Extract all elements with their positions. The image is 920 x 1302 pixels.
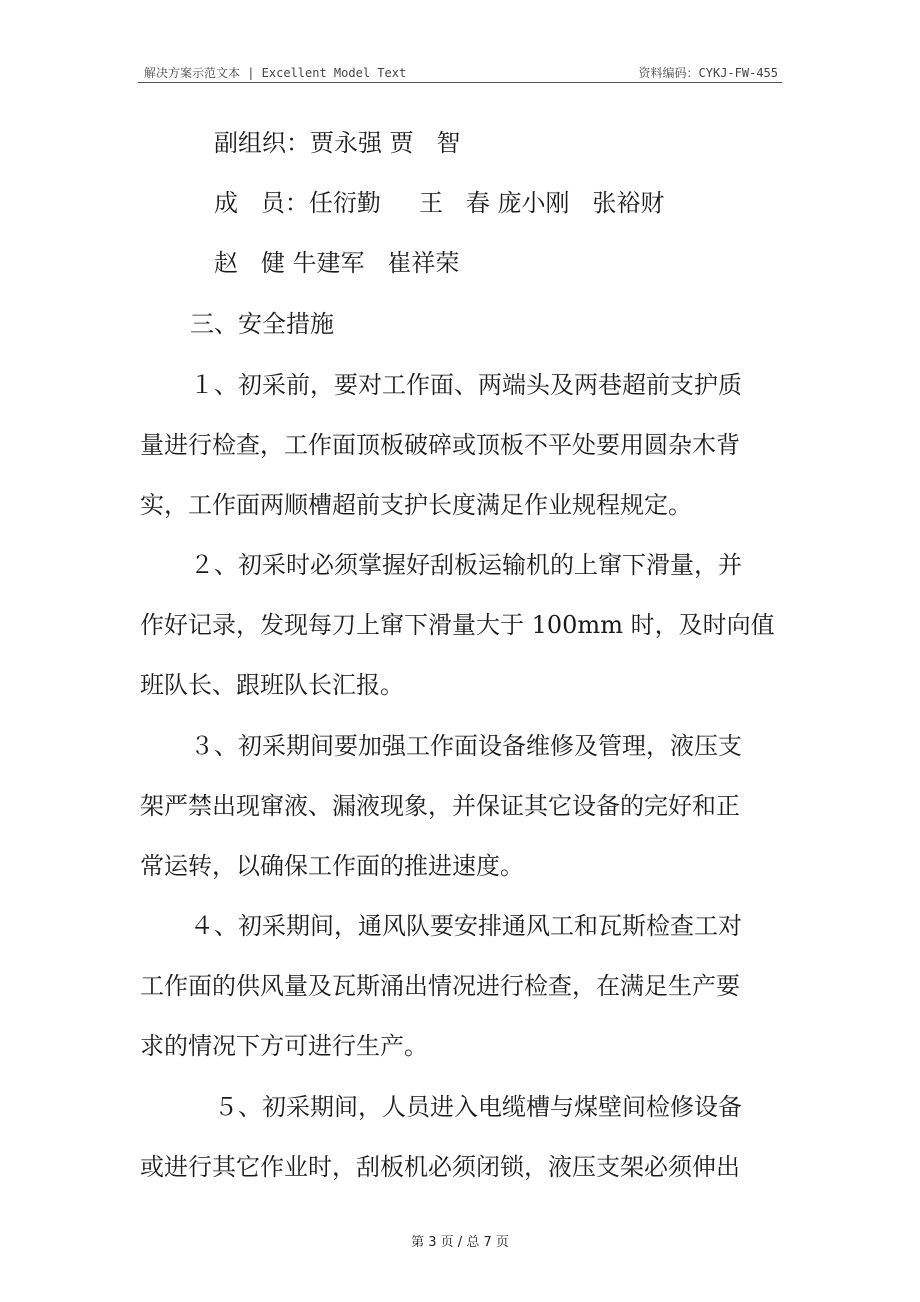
body-line: 工作面的供风量及瓦斯涌出情况进行检查，在满足生产要 [140,972,740,1000]
body-line: 或进行其它作业时，刮板机必须闭锁，液压支架必须伸出 [140,1153,740,1181]
body-line-members-cont: 赵 健 牛建军 崔祥荣 [214,249,460,277]
body-line: 实，工作面两顺槽超前支护长度满足作业规程规定。 [140,491,692,519]
body-line: 架严禁出现窜液、漏液现象，并保证其它设备的完好和正 [140,792,740,820]
header-doc-code: 资料编码：CYKJ-FW-455 [638,66,778,80]
section-heading: 三、安全措施 [190,310,334,338]
page-header [138,62,782,82]
body-line: ４、初采期间，通风队要安排通风工和瓦斯检查工对 [190,912,742,940]
body-line-members: 成 员：任衍勤 王 春 庞小刚 张裕财 [214,189,665,217]
body-line: １、初采前，要对工作面、两端头及两巷超前支护质 [190,371,742,399]
body-line: 常运转，以确保工作面的推进速度。 [140,852,524,880]
body-line: ２、初采时必须掌握好刮板运输机的上窜下滑量，并 [190,551,742,579]
body-line: ３、初采期间要加强工作面设备维修及管理，液压支 [190,732,742,760]
body-line: 量进行检查，工作面顶板破碎或顶板不平处要用圆杂木背 [140,431,740,459]
body-line: 求的情况下方可进行生产。 [140,1032,428,1060]
body-line: 班队长、跟班队长汇报。 [140,671,404,699]
header-divider [138,82,782,83]
body-line: 作好记录，发现每刀上窜下滑量大于 100mm 时，及时向值 [140,611,775,639]
body-line-deputy: 副组织：贾永强 贾 智 [214,129,461,157]
header-doc-title: 解决方案示范文本 | Excellent Model Text [144,66,407,80]
body-line: ５、初采期间，人员进入电缆槽与煤壁间检修设备 [214,1093,742,1121]
page-indicator: 第 3 页 / 总 7 页 [411,1235,509,1250]
